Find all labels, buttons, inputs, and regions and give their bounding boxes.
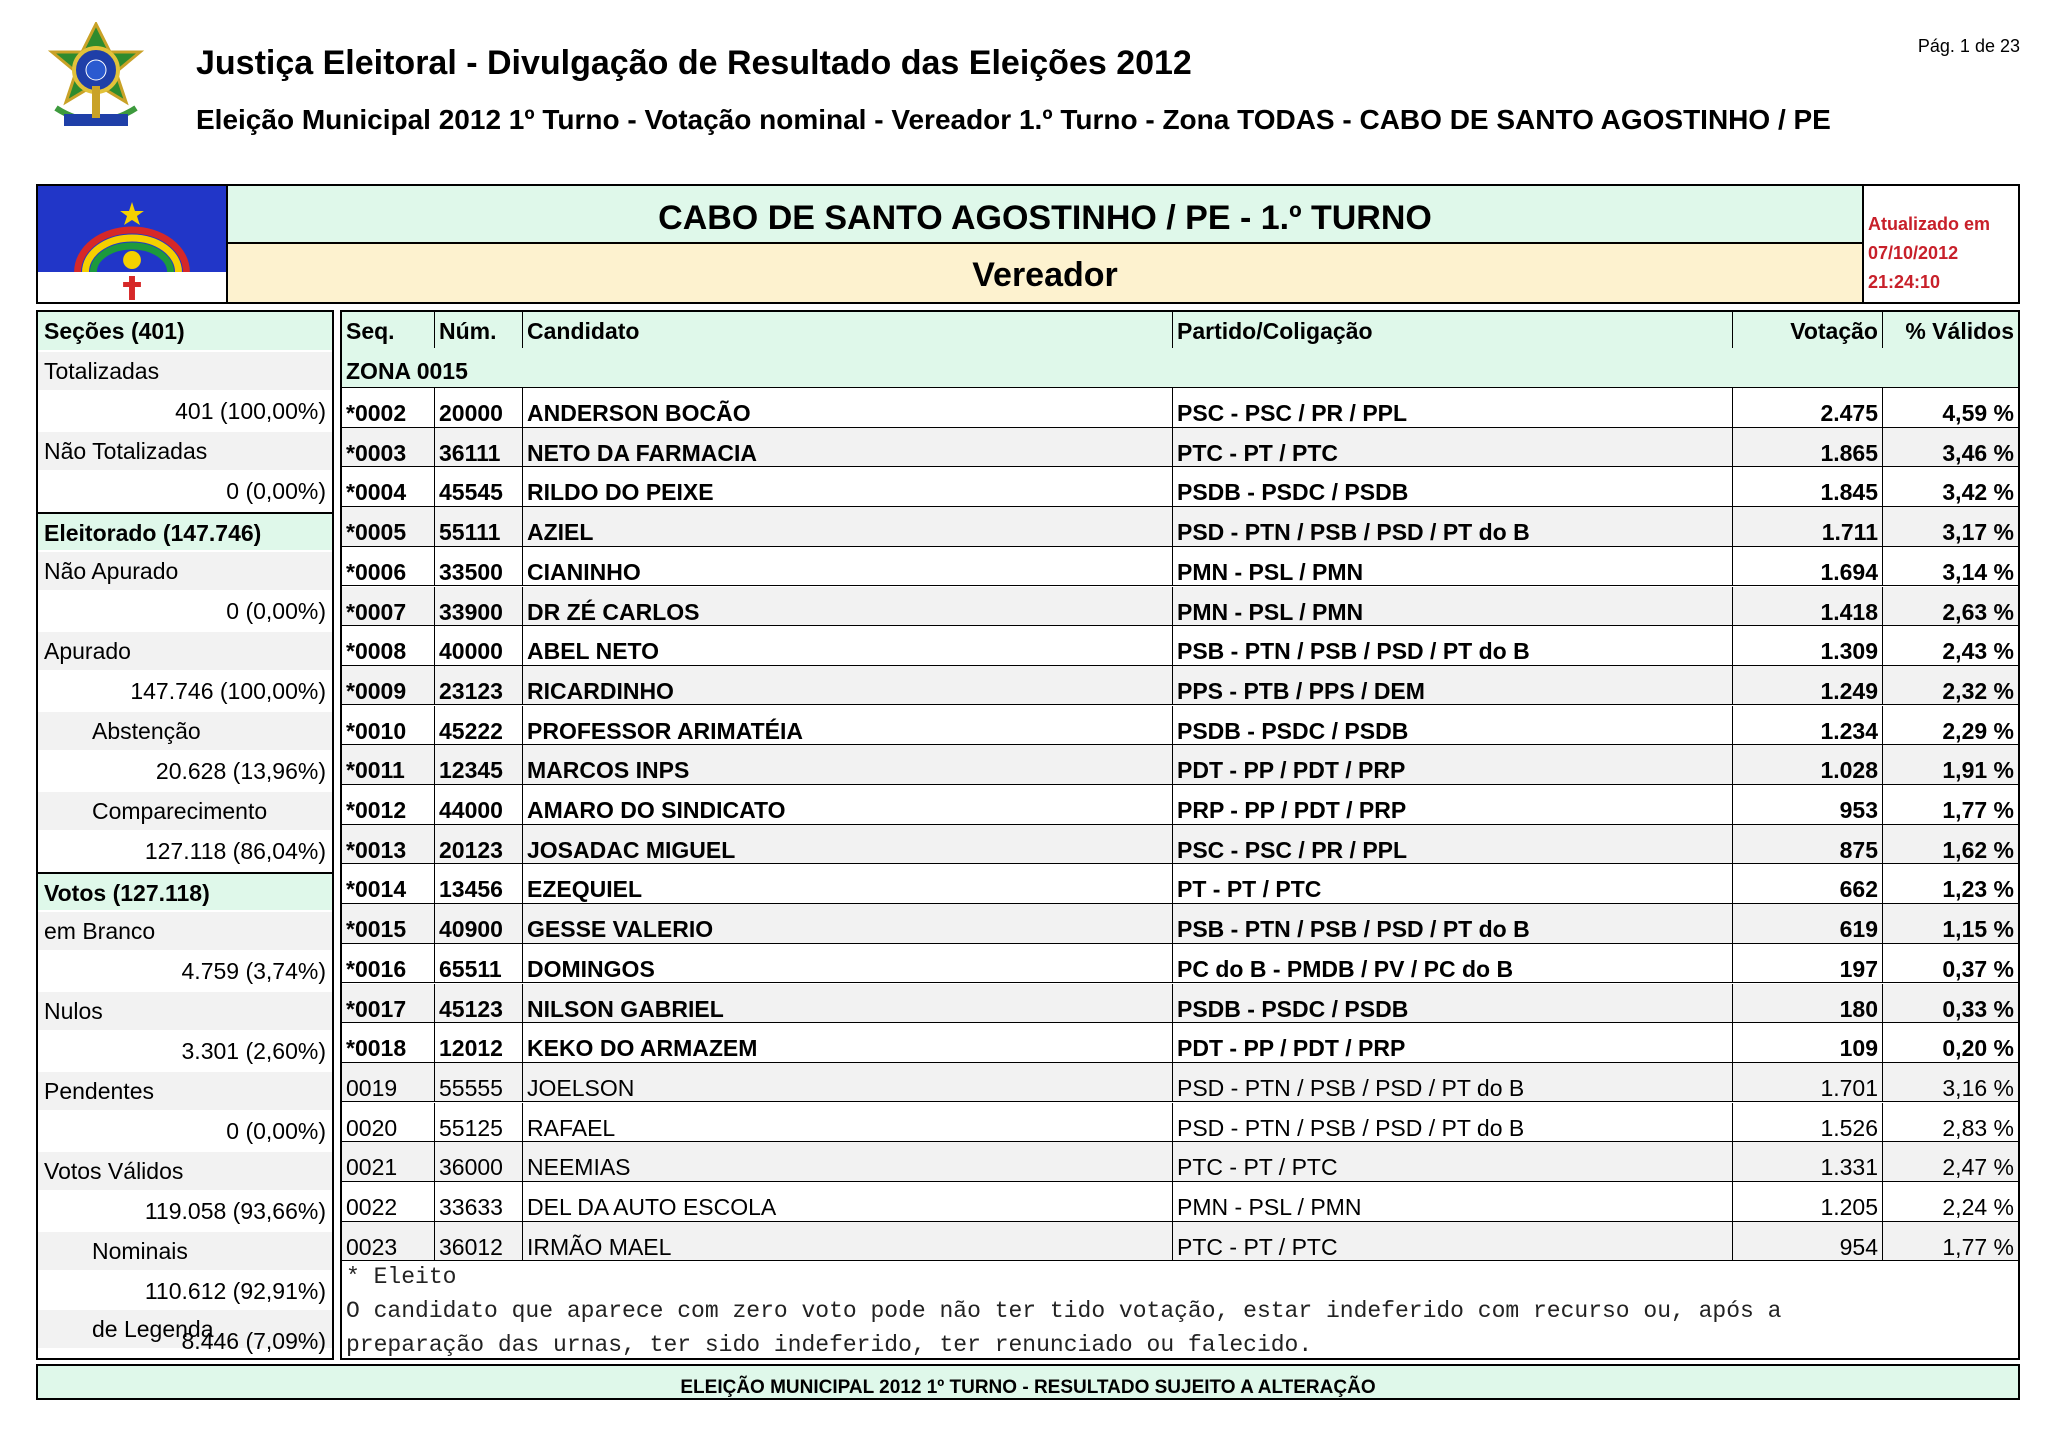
cell-num: 23123 bbox=[434, 666, 522, 705]
table-notes bbox=[342, 1264, 2018, 1358]
cell-candidate: KEKO DO ARMAZEM bbox=[522, 1023, 1172, 1062]
table-row bbox=[342, 745, 2018, 785]
cell-num: 33500 bbox=[434, 547, 522, 586]
cell-votes: 954 bbox=[1732, 1222, 1882, 1261]
cell-seq: *0004 bbox=[346, 479, 407, 506]
nao-apurado-label: Não Apurado bbox=[38, 552, 332, 590]
votos-heading: Votos (127.118) bbox=[38, 872, 332, 910]
summary-panel bbox=[36, 310, 334, 1360]
cell-pct: 2,47 % bbox=[1882, 1142, 2018, 1181]
cell-pct: 0,33 % bbox=[1882, 984, 2018, 1023]
cell-candidate: ABEL NETO bbox=[522, 626, 1172, 665]
cell-num: 36111 bbox=[434, 428, 522, 467]
cell-seq: *0015 bbox=[346, 916, 407, 943]
cell-votes: 1.234 bbox=[1732, 706, 1882, 745]
cell-party: PMN - PSL / PMN bbox=[1172, 547, 1732, 586]
cell-num: 45545 bbox=[434, 467, 522, 506]
cell-votes: 1.694 bbox=[1732, 547, 1882, 586]
table-header bbox=[342, 312, 2018, 350]
cell-num: 45123 bbox=[434, 984, 522, 1023]
eleitorado-heading: Eleitorado (147.746) bbox=[38, 512, 332, 550]
totalizadas-label: Totalizadas bbox=[38, 352, 332, 390]
cell-pct: 4,59 % bbox=[1882, 388, 2018, 427]
cell-candidate: RILDO DO PEIXE bbox=[522, 467, 1172, 506]
cell-seq: *0018 bbox=[346, 1035, 407, 1062]
cell-votes: 1.309 bbox=[1732, 626, 1882, 665]
cell-votes: 1.845 bbox=[1732, 467, 1882, 506]
cell-votes: 1.865 bbox=[1732, 428, 1882, 467]
updated-date: 07/10/2012 bbox=[1868, 243, 1959, 263]
cell-pct: 2,29 % bbox=[1882, 706, 2018, 745]
cell-party: PSC - PSC / PR / PPL bbox=[1172, 388, 1732, 427]
table-row bbox=[342, 1142, 2018, 1182]
cell-pct: 0,37 % bbox=[1882, 944, 2018, 983]
cell-candidate: EZEQUIEL bbox=[522, 864, 1172, 903]
table-row bbox=[342, 904, 2018, 944]
cell-party: PSDB - PSDC / PSDB bbox=[1172, 984, 1732, 1023]
cell-pct: 3,14 % bbox=[1882, 547, 2018, 586]
cell-candidate: NILSON GABRIEL bbox=[522, 984, 1172, 1023]
col-candidate: Candidato bbox=[522, 312, 1172, 348]
cell-candidate: RAFAEL bbox=[522, 1103, 1172, 1142]
updated-info bbox=[1862, 186, 2018, 302]
nulos-value: 3.301 (2,60%) bbox=[38, 1032, 332, 1070]
cell-num: 12012 bbox=[434, 1023, 522, 1062]
cell-votes: 2.475 bbox=[1732, 388, 1882, 427]
cell-num: 55125 bbox=[434, 1103, 522, 1142]
abstencao-value: 20.628 (13,96%) bbox=[38, 752, 332, 790]
table-row bbox=[342, 1103, 2018, 1143]
cell-seq: 0019 bbox=[346, 1074, 398, 1101]
footer-banner: ELEIÇÃO MUNICIPAL 2012 1º TURNO - RESULTADO SUJEITO A ALTERAÇÃO bbox=[36, 1364, 2020, 1400]
cell-pct: 3,46 % bbox=[1882, 428, 2018, 467]
cell-seq: *0006 bbox=[346, 558, 407, 585]
candidates-table bbox=[340, 310, 2020, 1360]
cell-num: 55555 bbox=[434, 1063, 522, 1102]
cell-num: 40000 bbox=[434, 626, 522, 665]
cell-candidate: RICARDINHO bbox=[522, 666, 1172, 705]
cell-candidate: DEL DA AUTO ESCOLA bbox=[522, 1182, 1172, 1221]
cell-pct: 2,63 % bbox=[1882, 587, 2018, 626]
table-row bbox=[342, 1182, 2018, 1222]
cell-votes: 109 bbox=[1732, 1023, 1882, 1062]
cell-num: 45222 bbox=[434, 706, 522, 745]
pendentes-value: 0 (0,00%) bbox=[38, 1112, 332, 1150]
cell-seq: *0009 bbox=[346, 677, 407, 704]
zone-row: ZONA 0015 bbox=[342, 348, 2018, 388]
cell-seq: *0007 bbox=[346, 598, 407, 625]
cell-votes: 1.526 bbox=[1732, 1103, 1882, 1142]
cell-votes: 197 bbox=[1732, 944, 1882, 983]
col-party: Partido/Coligação bbox=[1172, 312, 1732, 348]
cell-party: PMN - PSL / PMN bbox=[1172, 587, 1732, 626]
cell-num: 65511 bbox=[434, 944, 522, 983]
validos-value: 119.058 (93,66%) bbox=[38, 1192, 332, 1230]
cell-pct: 3,16 % bbox=[1882, 1063, 2018, 1102]
table-row bbox=[342, 626, 2018, 666]
cell-party: PT - PT / PTC bbox=[1172, 864, 1732, 903]
city-title: CABO DE SANTO AGOSTINHO / PE - 1.º TURNO bbox=[228, 186, 1862, 244]
legenda-label: de Legenda bbox=[38, 1310, 332, 1348]
cell-num: 55111 bbox=[434, 507, 522, 546]
cell-party: PTC - PT / PTC bbox=[1172, 1142, 1732, 1181]
page-number: Pág. 1 de 23 bbox=[1917, 36, 2020, 56]
table-row bbox=[342, 1222, 2018, 1262]
cell-candidate: ANDERSON BOCÃO bbox=[522, 388, 1172, 427]
note-line-2: preparação das urnas, ter sido indeferido, ter renunciado ou falecido. bbox=[346, 1332, 1313, 1358]
cell-seq: *0012 bbox=[346, 797, 407, 823]
cell-candidate: NETO DA FARMACIA bbox=[522, 428, 1172, 467]
table-row bbox=[342, 428, 2018, 468]
page-subtitle: Eleição Municipal 2012 1º Turno - Votação nominal - Vereador 1.º Turno - Zona TODAS - CABO DE SANTO AGOSTINHO / PE bbox=[196, 104, 1831, 135]
cell-party: PSDB - PSDC / PSDB bbox=[1172, 706, 1732, 745]
abstencao-label: Abstenção bbox=[38, 712, 332, 750]
nao-totalizadas-value: 0 (0,00%) bbox=[38, 472, 332, 510]
cell-seq: 0023 bbox=[346, 1233, 398, 1260]
cell-pct: 3,42 % bbox=[1882, 467, 2018, 506]
cell-seq: *0005 bbox=[346, 519, 407, 546]
cell-seq: 0021 bbox=[346, 1154, 398, 1181]
cell-party: PC do B - PMDB / PV / PC do B bbox=[1172, 944, 1732, 983]
nao-apurado-value: 0 (0,00%) bbox=[38, 592, 332, 630]
cell-votes: 1.205 bbox=[1732, 1182, 1882, 1221]
nominais-label: Nominais bbox=[38, 1232, 332, 1270]
cell-party: PSB - PTN / PSB / PSD / PT do B bbox=[1172, 904, 1732, 943]
cell-num: 13456 bbox=[434, 864, 522, 903]
cell-pct: 2,24 % bbox=[1882, 1182, 2018, 1221]
cell-pct: 1,15 % bbox=[1882, 904, 2018, 943]
cell-party: PSD - PTN / PSB / PSD / PT do B bbox=[1172, 1063, 1732, 1102]
cell-pct: 3,17 % bbox=[1882, 507, 2018, 546]
cell-candidate: PROFESSOR ARIMATÉIA bbox=[522, 706, 1172, 745]
cell-num: 36000 bbox=[434, 1142, 522, 1181]
table-row bbox=[342, 864, 2018, 904]
totalizadas-value: 401 (100,00%) bbox=[38, 392, 332, 430]
cell-num: 12345 bbox=[434, 745, 522, 784]
legenda-value: 8.446 (7,09%) bbox=[181, 1328, 326, 1354]
cell-pct: 1,62 % bbox=[1882, 825, 2018, 864]
cell-candidate: IRMÃO MAEL bbox=[522, 1222, 1172, 1261]
cell-votes: 1.331 bbox=[1732, 1142, 1882, 1181]
cell-votes: 1.711 bbox=[1732, 507, 1882, 546]
table-row bbox=[342, 507, 2018, 547]
apurado-label: Apurado bbox=[38, 632, 332, 670]
cell-seq: *0003 bbox=[346, 439, 407, 466]
comparecimento-value: 127.118 (86,04%) bbox=[38, 832, 332, 870]
cell-pct: 0,20 % bbox=[1882, 1023, 2018, 1062]
cell-candidate: NEEMIAS bbox=[522, 1142, 1172, 1181]
cell-num: 20000 bbox=[434, 388, 522, 427]
cell-seq: *0011 bbox=[346, 757, 405, 784]
cell-seq: *0016 bbox=[346, 955, 407, 982]
table-row bbox=[342, 587, 2018, 627]
nominais-value: 110.612 (92,91%) bbox=[38, 1272, 332, 1310]
cell-num: 20123 bbox=[434, 825, 522, 864]
cell-party: PSD - PTN / PSB / PSD / PT do B bbox=[1172, 1103, 1732, 1142]
cell-pct: 2,43 % bbox=[1882, 626, 2018, 665]
cell-votes: 1.249 bbox=[1732, 666, 1882, 705]
table-row bbox=[342, 984, 2018, 1024]
table-row bbox=[342, 1023, 2018, 1063]
nulos-label: Nulos bbox=[38, 992, 332, 1030]
apurado-value: 147.746 (100,00%) bbox=[38, 672, 332, 710]
secoes-heading: Seções (401) bbox=[38, 312, 332, 350]
note-elected: * Eleito bbox=[346, 1264, 457, 1290]
cell-candidate: JOELSON bbox=[522, 1063, 1172, 1102]
cell-party: PDT - PP / PDT / PRP bbox=[1172, 1023, 1732, 1062]
office-title: Vereador bbox=[228, 244, 1862, 302]
note-line-1: O candidato que aparece com zero voto pode não ter tido votação, estar indeferido com recurso ou, após a bbox=[346, 1298, 1782, 1324]
branco-value: 4.759 (3,74%) bbox=[38, 952, 332, 990]
cell-party: PTC - PT / PTC bbox=[1172, 428, 1732, 467]
cell-pct: 1,77 % bbox=[1882, 1222, 2018, 1261]
cell-pct: 2,83 % bbox=[1882, 1103, 2018, 1142]
cell-candidate: AZIEL bbox=[522, 507, 1172, 546]
table-row bbox=[342, 547, 2018, 587]
table-row bbox=[342, 1063, 2018, 1103]
table-row bbox=[342, 785, 2018, 825]
cell-candidate: GESSE VALERIO bbox=[522, 904, 1172, 943]
comparecimento-label: Comparecimento bbox=[38, 792, 332, 830]
branco-label: em Branco bbox=[38, 912, 332, 950]
cell-votes: 619 bbox=[1732, 904, 1882, 943]
cell-votes: 1.028 bbox=[1732, 745, 1882, 784]
cell-party: PSD - PTN / PSB / PSD / PT do B bbox=[1172, 507, 1732, 546]
cell-pct: 1,77 % bbox=[1882, 785, 2018, 824]
cell-num: 33633 bbox=[434, 1182, 522, 1221]
table-row bbox=[342, 388, 2018, 428]
cell-seq: *0017 bbox=[346, 995, 407, 1022]
cell-party: PPS - PTB / PPS / DEM bbox=[1172, 666, 1732, 705]
cell-pct: 1,23 % bbox=[1882, 864, 2018, 903]
cell-num: 40900 bbox=[434, 904, 522, 943]
cell-candidate: MARCOS INPS bbox=[522, 745, 1172, 784]
table-row bbox=[342, 825, 2018, 865]
table-row bbox=[342, 666, 2018, 706]
cell-party: PMN - PSL / PMN bbox=[1172, 1182, 1732, 1221]
cell-pct: 1,91 % bbox=[1882, 745, 2018, 784]
cell-votes: 1.701 bbox=[1732, 1063, 1882, 1102]
col-pct: % Válidos bbox=[1882, 312, 2018, 348]
table-row bbox=[342, 467, 2018, 507]
table-row bbox=[342, 944, 2018, 984]
cell-party: PDT - PP / PDT / PRP bbox=[1172, 745, 1732, 784]
validos-label: Votos Válidos bbox=[38, 1152, 332, 1190]
col-seq: Seq. bbox=[346, 318, 395, 344]
cell-party: PTC - PT / PTC bbox=[1172, 1222, 1732, 1261]
cell-party: PSB - PTN / PSB / PSD / PT do B bbox=[1172, 626, 1732, 665]
nao-totalizadas-label: Não Totalizadas bbox=[38, 432, 332, 470]
updated-time: 21:24:10 bbox=[1868, 272, 1941, 292]
cell-party: PRP - PP / PDT / PRP bbox=[1172, 785, 1732, 824]
col-votes: Votação bbox=[1732, 312, 1882, 348]
cell-seq: 0022 bbox=[346, 1194, 398, 1220]
cell-candidate: DR ZÉ CARLOS bbox=[522, 587, 1172, 626]
cell-num: 33900 bbox=[434, 587, 522, 626]
cell-votes: 1.418 bbox=[1732, 587, 1882, 626]
coat-of-arms-emblem bbox=[36, 22, 156, 144]
cell-votes: 953 bbox=[1732, 785, 1882, 824]
page-title: Justiça Eleitoral - Divulgação de Resultado das Eleições 2012 bbox=[196, 44, 1192, 82]
cell-party: PSC - PSC / PR / PPL bbox=[1172, 825, 1732, 864]
pernambuco-flag-icon bbox=[38, 186, 228, 302]
cell-seq: *0014 bbox=[346, 876, 407, 903]
updated-label: Atualizado em bbox=[1868, 214, 1991, 234]
col-num: Núm. bbox=[434, 312, 522, 348]
pendentes-label: Pendentes bbox=[38, 1072, 332, 1110]
cell-candidate: DOMINGOS bbox=[522, 944, 1172, 983]
cell-candidate: AMARO DO SINDICATO bbox=[522, 785, 1172, 824]
cell-party: PSDB - PSDC / PSDB bbox=[1172, 467, 1732, 506]
cell-pct: 2,32 % bbox=[1882, 666, 2018, 705]
cell-seq: *0002 bbox=[346, 400, 407, 426]
cell-candidate: CIANINHO bbox=[522, 547, 1172, 586]
cell-num: 36012 bbox=[434, 1222, 522, 1261]
cell-candidate: JOSADAC MIGUEL bbox=[522, 825, 1172, 864]
cell-seq: *0013 bbox=[346, 836, 407, 863]
cell-seq: *0008 bbox=[346, 638, 407, 665]
results-banner bbox=[36, 184, 2020, 304]
cell-votes: 662 bbox=[1732, 864, 1882, 903]
cell-num: 44000 bbox=[434, 785, 522, 824]
cell-seq: 0020 bbox=[346, 1114, 398, 1141]
cell-votes: 180 bbox=[1732, 984, 1882, 1023]
table-row bbox=[342, 706, 2018, 746]
cell-votes: 875 bbox=[1732, 825, 1882, 864]
cell-seq: *0010 bbox=[346, 717, 407, 744]
